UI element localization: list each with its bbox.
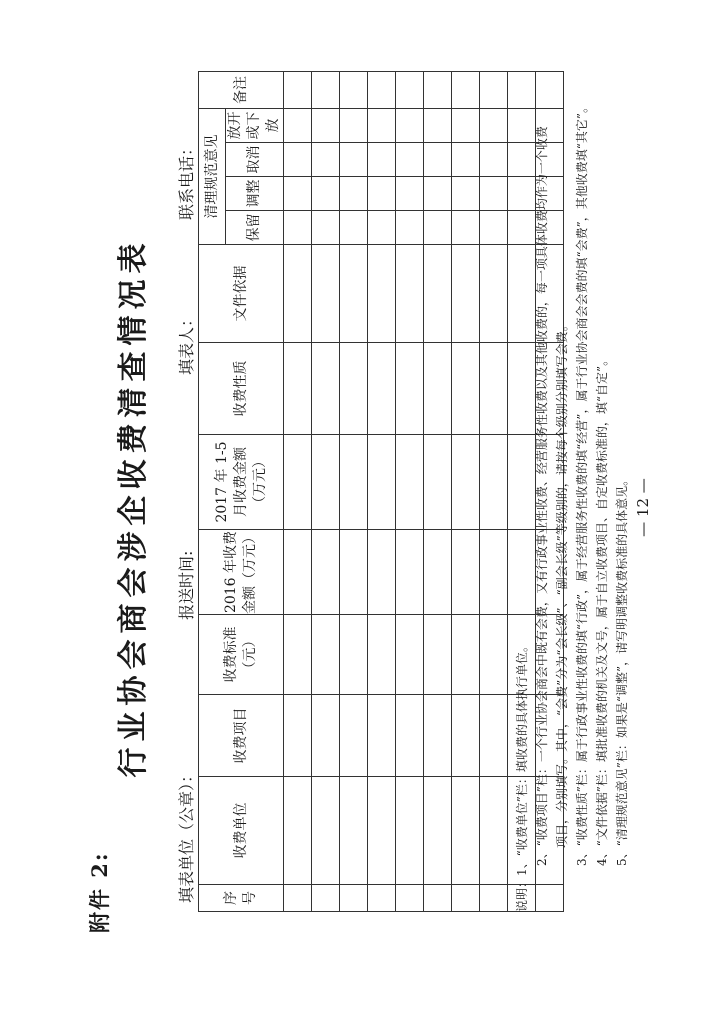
table-cell: [340, 143, 368, 177]
table-cell: [312, 435, 340, 530]
table-cell: [452, 435, 480, 530]
table-cell: [424, 435, 452, 530]
page-number: — 12 —: [634, 478, 652, 537]
header-standard: 收费标准（元）: [199, 615, 284, 695]
table-cell: [340, 72, 368, 109]
table-cell: [452, 109, 480, 143]
table-cell: [340, 245, 368, 343]
header-nature: 收费性质: [199, 343, 284, 435]
table-cell: [312, 211, 340, 245]
header-amount-2017: 2017 年 1-5 月收费金额（万元）: [199, 435, 284, 530]
table-cell: [368, 435, 396, 530]
table-cell: [396, 615, 424, 695]
table-cell: [340, 777, 368, 885]
table-cell: [312, 72, 340, 109]
table-cell: [424, 615, 452, 695]
table-cell: [424, 777, 452, 885]
table-cell: [480, 177, 508, 211]
table-row: [368, 72, 396, 912]
table-cell: [340, 109, 368, 143]
table-cell: [340, 343, 368, 435]
phone-label: 联系电话：: [177, 139, 196, 220]
table-cell: [396, 343, 424, 435]
header-item: 收费项目: [199, 695, 284, 777]
table-cell: [284, 211, 312, 245]
table-cell: [340, 695, 368, 777]
table-cell: [480, 885, 508, 912]
table-cell: [284, 615, 312, 695]
table-cell: [368, 695, 396, 777]
table-row: [340, 72, 368, 912]
table-cell: [284, 343, 312, 435]
table-row: [312, 72, 340, 912]
table-cell: [396, 211, 424, 245]
fill-unit-label: 填表单位（公章）：: [177, 766, 196, 903]
table-cell: [368, 530, 396, 615]
table-cell: [424, 109, 452, 143]
table-cell: [424, 72, 452, 109]
note-line: 项目，分别填写。其中，“会费”分为“会长级”、“副会长级”等级别的，请按每个级别分别填写会费。: [555, 319, 569, 848]
header-opinion-group: 清理规范意见: [199, 109, 226, 245]
table-cell: [340, 885, 368, 912]
table-cell: [480, 211, 508, 245]
table-cell: [452, 245, 480, 343]
table-cell: [312, 343, 340, 435]
table-cell: [452, 343, 480, 435]
table-cell: [368, 109, 396, 143]
table-cell: [312, 109, 340, 143]
table-cell: [368, 343, 396, 435]
table-cell: [368, 211, 396, 245]
table-cell: [452, 143, 480, 177]
table-cell: [480, 72, 508, 109]
table-cell: [340, 177, 368, 211]
table-cell: [424, 211, 452, 245]
table-cell: [312, 777, 340, 885]
table-cell: [480, 695, 508, 777]
table-cell: [480, 530, 508, 615]
table-cell: [312, 245, 340, 343]
table-cell: [340, 435, 368, 530]
table-cell: [480, 343, 508, 435]
table-cell: [368, 885, 396, 912]
table-cell: [424, 143, 452, 177]
header-basis: 文件依据: [199, 245, 284, 343]
table-cell: [480, 245, 508, 343]
table-cell: [396, 435, 424, 530]
table-cell: [340, 530, 368, 615]
table-cell: [452, 211, 480, 245]
table-cell: [480, 435, 508, 530]
table-cell: [424, 343, 452, 435]
table-cell: [396, 143, 424, 177]
table-row: [284, 72, 312, 912]
filler-label: 填表人：: [177, 310, 196, 375]
annex-label: 附件 2:: [87, 851, 112, 933]
table-row: [424, 72, 452, 912]
table-cell: [284, 695, 312, 777]
notes-block: [512, 82, 632, 912]
table-cell: [340, 615, 368, 695]
table-cell: [424, 885, 452, 912]
table-cell: [368, 143, 396, 177]
table-cell: [480, 777, 508, 885]
note-line: 4、“文件依据”栏：填批准收费的机关及文号，属于自立收费项目、自定收费标准的，填“自定”。: [595, 353, 609, 866]
page-title: 行业协会商会涉企收费清查情况表: [116, 237, 151, 778]
table-cell: [396, 245, 424, 343]
table-cell: [424, 245, 452, 343]
table-cell: [368, 245, 396, 343]
note-line: 说明：1、“收费单位”栏：填收费的具体执行单位。: [515, 640, 529, 912]
table-cell: [284, 177, 312, 211]
table-row: [452, 72, 480, 912]
table-cell: [368, 777, 396, 885]
table-cell: [284, 143, 312, 177]
table-cell: [452, 72, 480, 109]
header-cancel: 取消: [226, 143, 284, 177]
table-cell: [284, 777, 312, 885]
table-cell: [396, 530, 424, 615]
table-cell: [368, 72, 396, 109]
table-cell: [452, 885, 480, 912]
table-cell: [396, 695, 424, 777]
note-line: 5、“清理规范意见”栏：如果是“调整”，请写明调整收费标准的具体意见。: [615, 473, 629, 866]
table-row: [480, 72, 508, 912]
table-cell: [396, 777, 424, 885]
note-line: 3、“收费性质”栏：属于行政事业性收费的填“行政”，属于经营服务性收费的填“经营”，属于行业协会商会会费的填“会费”，其他收费填“其它”。: [575, 101, 589, 866]
table-row: [396, 72, 424, 912]
table-cell: [312, 695, 340, 777]
header-adjust: 调整: [226, 177, 284, 211]
table-cell: [312, 530, 340, 615]
table-cell: [284, 72, 312, 109]
table-cell: [424, 695, 452, 777]
header-remark: 备注: [199, 72, 284, 109]
header-unit: 收费单位: [199, 777, 284, 885]
table-cell: [284, 245, 312, 343]
header-seq: 序号: [199, 885, 284, 912]
table-cell: [480, 615, 508, 695]
header-release: 放开或下放: [226, 109, 284, 143]
report-time-label: 报送时间:: [177, 550, 196, 620]
table-cell: [340, 211, 368, 245]
table-cell: [452, 177, 480, 211]
table-cell: [396, 177, 424, 211]
table-cell: [452, 530, 480, 615]
table-cell: [452, 695, 480, 777]
table-cell: [284, 109, 312, 143]
fee-table: [198, 71, 564, 912]
table-cell: [312, 885, 340, 912]
table-cell: [368, 177, 396, 211]
header-amount-2016: 2016 年收费金额（万元）: [199, 530, 284, 615]
table-cell: [452, 777, 480, 885]
table-cell: [452, 615, 480, 695]
table-cell: [396, 72, 424, 109]
table-cell: [396, 109, 424, 143]
note-line: 2、“收费项目”栏：一个行业协会商会中既有会费，又有行政事业性收费、经营服务性收费以及其他收费的，每一项具体收费均作为一个收费: [535, 126, 549, 866]
table-cell: [424, 177, 452, 211]
table-cell: [312, 143, 340, 177]
table-cell: [284, 530, 312, 615]
table-cell: [284, 435, 312, 530]
table-cell: [480, 143, 508, 177]
table-cell: [480, 109, 508, 143]
table-cell: [312, 615, 340, 695]
table-cell: [424, 530, 452, 615]
table-cell: [396, 885, 424, 912]
table-cell: [368, 615, 396, 695]
table-cell: [284, 885, 312, 912]
header-keep: 保留: [226, 211, 284, 245]
table-cell: [312, 177, 340, 211]
